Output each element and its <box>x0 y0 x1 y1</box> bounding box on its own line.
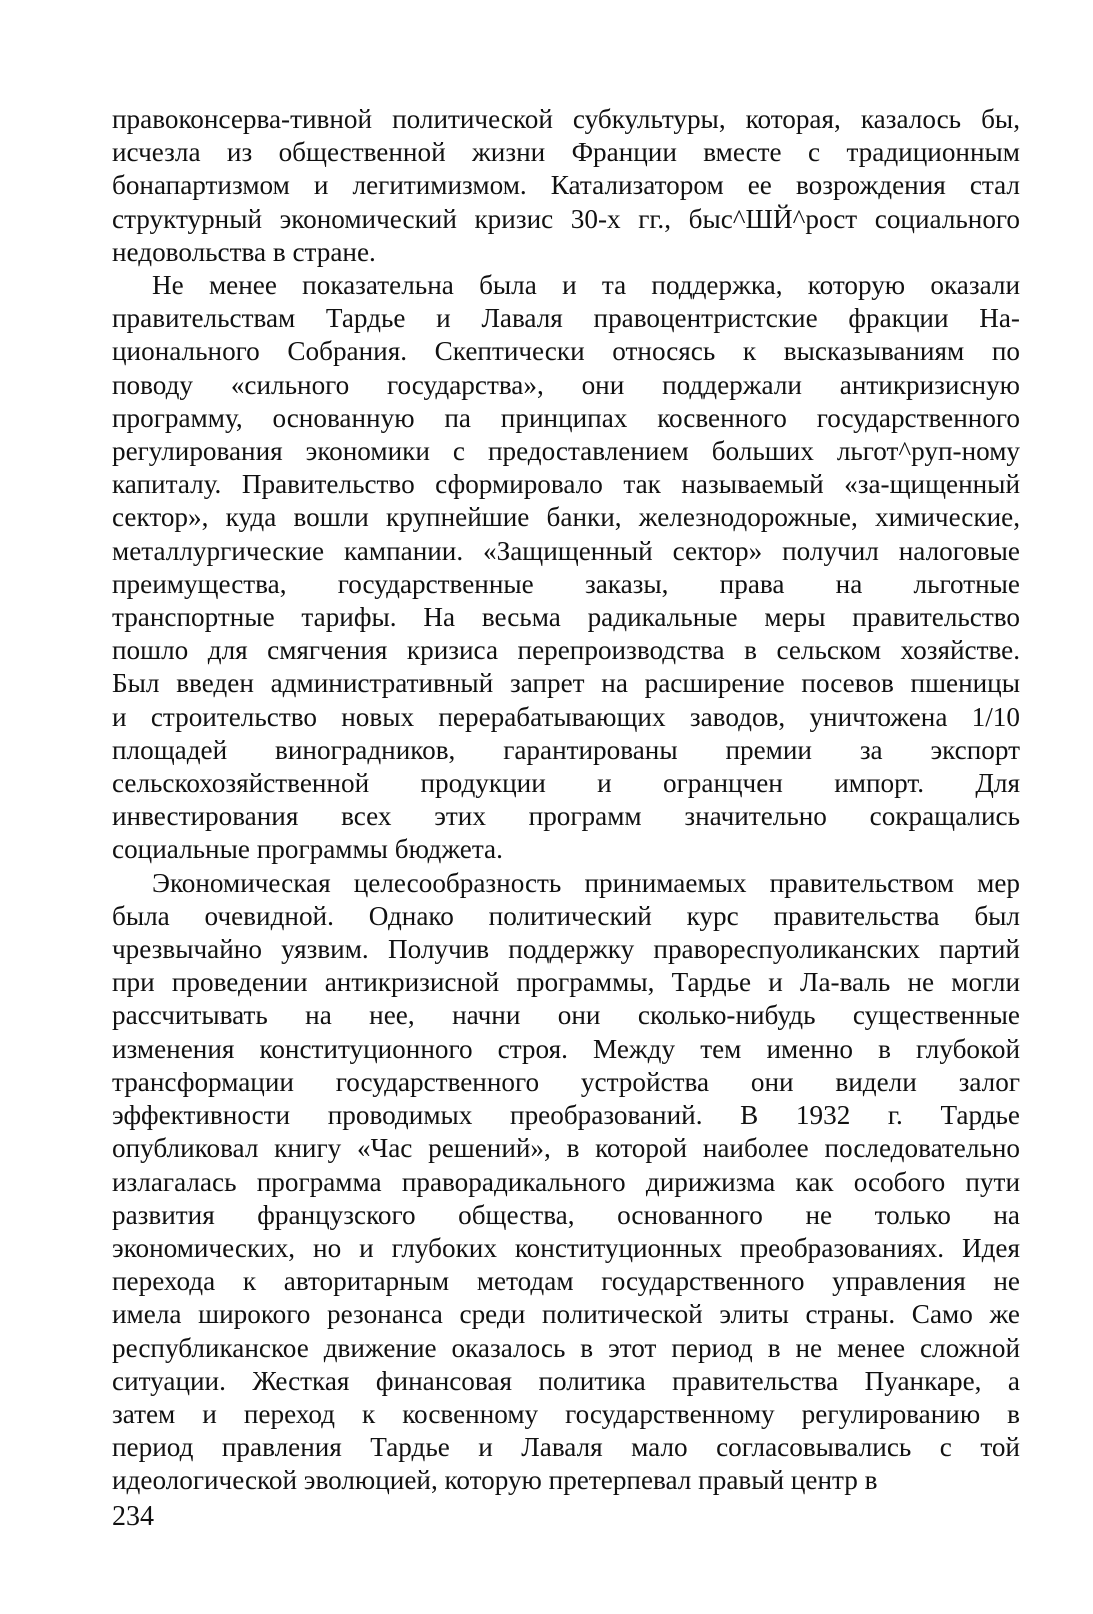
text-line: бонапартизмом и легитимизмом. Катализатором ее возрождения стал <box>112 170 1020 201</box>
text-line: Не менее показательна была и та поддержка, которую оказали <box>152 270 1020 301</box>
text-line: республиканское движение оказалось в этот период в не менее сложной <box>112 1332 1020 1363</box>
text-line: идеологической эволюцией, которую претерпевал правый центр в <box>112 1465 878 1496</box>
page-number: 234 <box>112 1501 154 1532</box>
text-line: металлургические кампании. «Защищенный сектор» получил налоговые <box>112 535 1020 566</box>
text-line: излагалась программа праворадикального дирижизма как особого пути <box>112 1166 1020 1197</box>
text-line: имела широкого резонанса среди политической элиты страны. Само же <box>112 1299 1020 1330</box>
text-line: регулирования экономики с предоставлением больших льгот^руп-ному <box>112 436 1020 467</box>
text-line: период правления Тардье и Лаваля мало согласовывались с той <box>112 1432 1020 1463</box>
text-line: экономических, но и глубоких конституционных преобразованиях. Идея <box>112 1232 1020 1263</box>
text-line: эффективности проводимых преобразований. В 1932 г. Тардье <box>112 1100 1020 1131</box>
text-line: пошло для смягчения кризиса перепроизводства в сельском хозяйстве. <box>112 635 1020 666</box>
text-line: и строительство новых перерабатывающих заводов, уничтожена 1/10 <box>112 701 1020 732</box>
text-line: структурный экономический кризис 30-х гг., быс^ШЙ^рост социального <box>112 203 1020 234</box>
paragraph-p3 <box>112 867 1020 1498</box>
text-line: ситуации. Жесткая финансовая политика правительства Пуанкаре, а <box>112 1365 1020 1396</box>
text-body <box>112 103 1020 1498</box>
text-line: изменения конституционного строя. Между тем именно в глубокой <box>112 1033 1020 1064</box>
text-line: исчезла из общественной жизни Франции вместе с традиционным <box>112 137 1020 168</box>
text-line: сектор», куда вошли крупнейшие банки, железнодорожные, химические, <box>112 502 1020 533</box>
paragraph-p1 <box>112 103 1020 269</box>
text-line: преимущества, государственные заказы, права на льготные <box>112 568 1020 599</box>
text-line: трансформации государственного устройства они видели залог <box>112 1066 1020 1097</box>
text-line: поводу «сильного государства», они поддержали антикризисную <box>112 369 1020 400</box>
text-line: капиталу. Правительство сформировало так называемый «за-щищенный <box>112 469 1020 500</box>
text-line: программу, основанную па принципах косвенного государственного <box>112 402 1020 433</box>
paragraph-p2 <box>112 269 1020 867</box>
text-line: опубликовал книгу «Час решений», в которой наиболее последовательно <box>112 1133 1020 1164</box>
text-line: при проведении антикризисной программы, Тардье и Ла-валь не могли <box>112 967 1020 998</box>
text-line: правительствам Тардье и Лаваля правоцентристские фракции На- <box>112 303 1020 334</box>
text-line: сельскохозяйственной продукции и огранцчен импорт. Для <box>112 768 1020 799</box>
text-line: развития французского общества, основанного не только на <box>112 1199 1020 1230</box>
text-line: недовольства в стране. <box>112 236 376 267</box>
text-line: инвестирования всех этих программ значительно сокращались <box>112 801 1020 832</box>
text-line: рассчитывать на нее, начни они сколько-нибудь существенные <box>112 1000 1020 1031</box>
text-line: ционального Собрания. Скептически относясь к высказываниям по <box>112 336 1020 367</box>
text-line: Экономическая целесообразность принимаемых правительством мер <box>152 867 1020 898</box>
book-page <box>112 103 1020 1498</box>
text-line: затем и переход к косвенному государственному регулированию в <box>112 1398 1020 1429</box>
text-line: перехода к авторитарным методам государственного управления не <box>112 1266 1020 1297</box>
text-line: социальные программы бюджета. <box>112 834 503 865</box>
text-line: правоконсерва-тивной политической субкультуры, которая, казалось бы, <box>112 104 1020 134</box>
text-line: транспортные тарифы. На весьма радикальные меры правительство <box>112 602 1020 633</box>
text-line: Был введен административный запрет на расширение посевов пшеницы <box>112 668 1020 699</box>
text-line: была очевидной. Однако политический курс правительства был <box>112 900 1020 931</box>
text-line: площадей виноградников, гарантированы премии за экспорт <box>112 734 1020 765</box>
text-line: чрезвычайно уязвим. Получив поддержку правореспуоликанских партий <box>112 934 1020 965</box>
